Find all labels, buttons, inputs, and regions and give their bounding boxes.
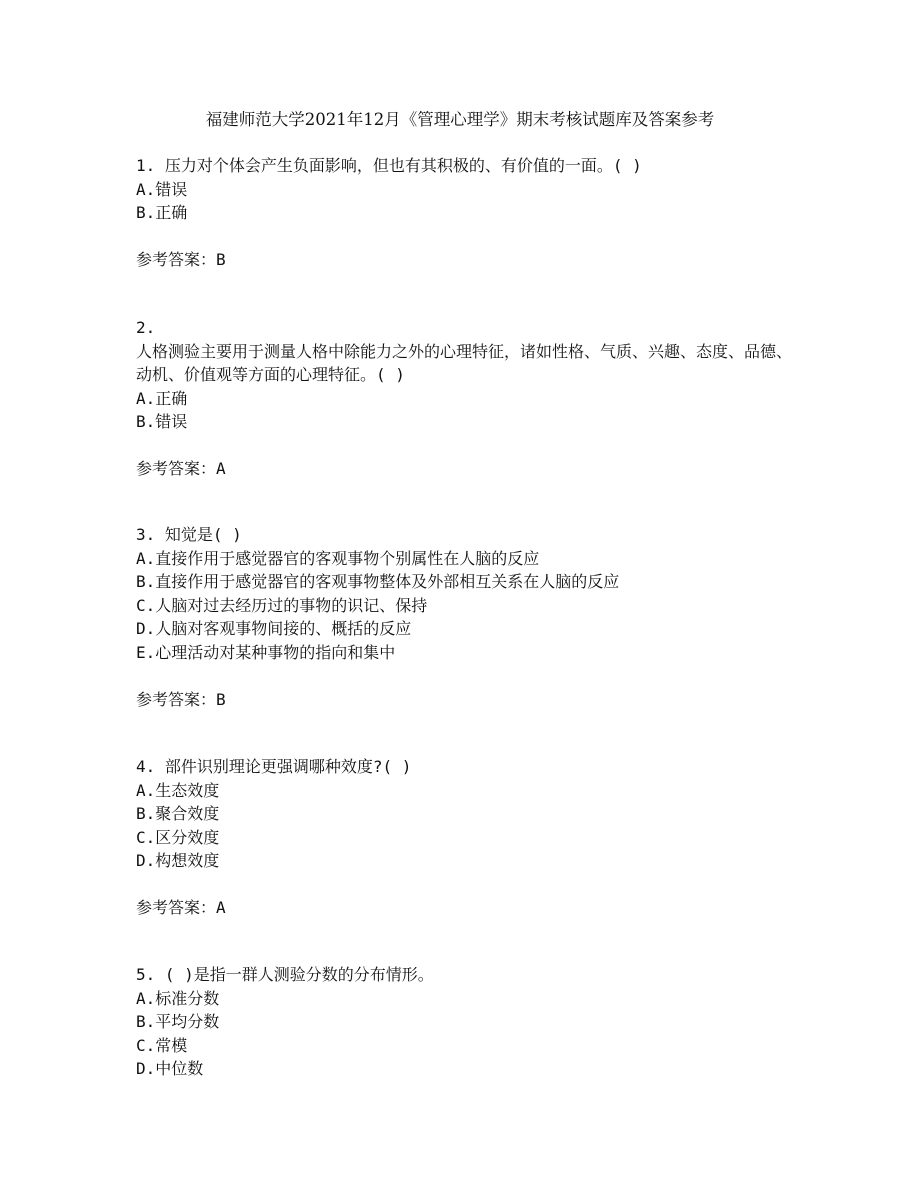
option-c: C.区分效度 xyxy=(136,827,220,847)
question-stem: 人格测验主要用于测量人格中除能力之外的心理特征，诸如性格、气质、兴趣、态度、品德、动机、价值观等方面的心理特征。( ) xyxy=(136,341,793,385)
answer: 参考答案：B xyxy=(136,249,226,269)
question-stem: 3. 知觉是( ) xyxy=(136,525,242,544)
question-stem: 5. ( )是指一群人测验分数的分布情形。 xyxy=(136,965,434,984)
question-3 xyxy=(136,523,796,711)
answer: 参考答案：A xyxy=(136,897,226,917)
question-1 xyxy=(136,154,796,271)
option-d: D.人脑对客观事物间接的、概括的反应 xyxy=(136,619,412,639)
option-b: B.错误 xyxy=(136,412,188,432)
option-c: C.人脑对过去经历过的事物的识记、保持 xyxy=(136,595,428,615)
answer: 参考答案：B xyxy=(136,689,226,709)
option-c: C.常模 xyxy=(136,1035,188,1055)
option-e: E.心理活动对某种事物的指向和集中 xyxy=(136,642,396,662)
document-title: 福建师范大学2021年12月《管理心理学》期末考核试题库及答案参考 xyxy=(205,110,715,129)
option-a: A.错误 xyxy=(136,179,188,199)
question-4 xyxy=(136,755,796,920)
option-d: D.构想效度 xyxy=(136,851,220,871)
question-stem: 1. 压力对个体会产生负面影响，但也有其积极的、有价值的一面。( ) xyxy=(136,156,642,175)
option-a: A.正确 xyxy=(136,388,188,408)
question-2 xyxy=(136,316,796,481)
question-number: 2. xyxy=(136,318,156,337)
option-a: A.直接作用于感觉器官的客观事物个别属性在人脑的反应 xyxy=(136,548,540,568)
question-stem: 4. 部件识别理论更强调哪种效度?( ) xyxy=(136,757,412,776)
answer: 参考答案：A xyxy=(136,458,226,478)
option-b: B.聚合效度 xyxy=(136,804,220,824)
question-5 xyxy=(136,963,796,1081)
option-a: A.生态效度 xyxy=(136,780,220,800)
option-d: D.中位数 xyxy=(136,1059,204,1079)
option-b: B.正确 xyxy=(136,203,188,223)
option-b: B.平均分数 xyxy=(136,1012,220,1032)
option-b: B.直接作用于感觉器官的客观事物整体及外部相互关系在人脑的反应 xyxy=(136,572,620,592)
option-a: A.标准分数 xyxy=(136,988,220,1008)
